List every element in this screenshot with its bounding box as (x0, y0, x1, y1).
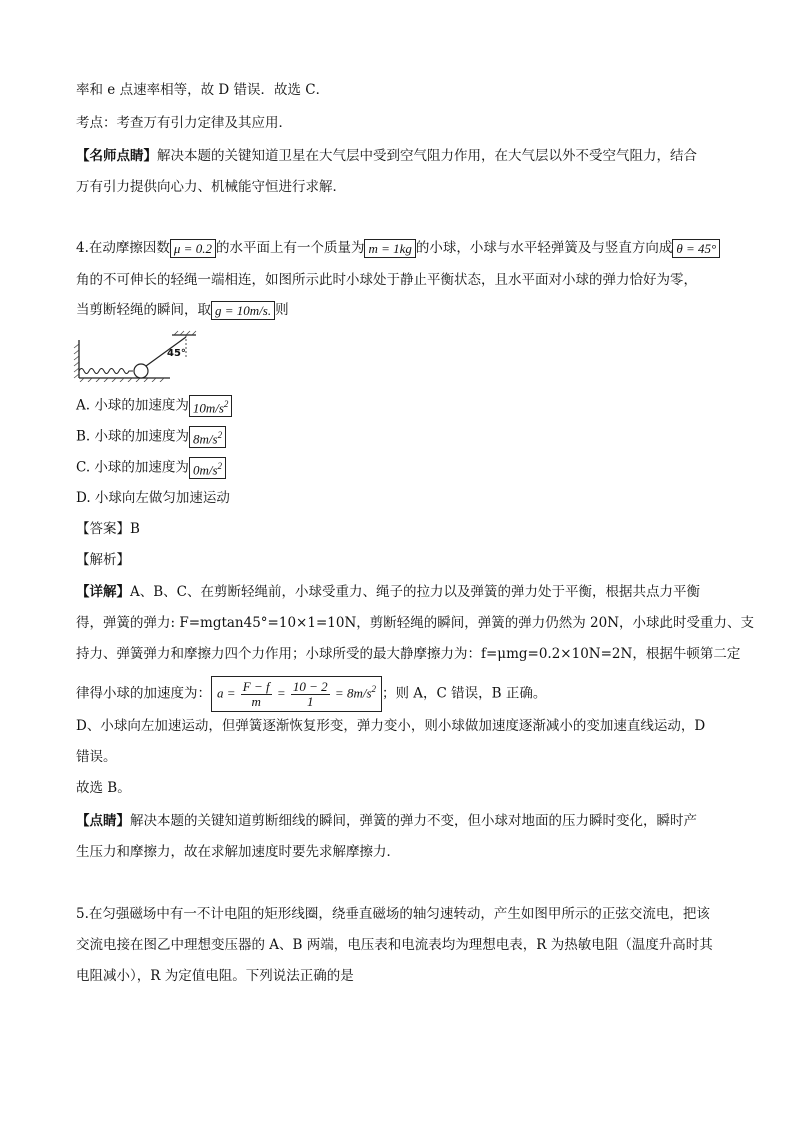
answer: 【答案】B (76, 521, 140, 537)
detail-line-formula: 律得小球的加速度为： a = $\frac{F - f}{m}$ = $\frac{10 - 2}{1}$ = $8m/s^2$ ；则 A，C 错误，B 正确。 (76, 676, 546, 712)
option-c[interactable]: C. 小球的加速度为 $0m/s^2$ (76, 457, 226, 479)
q5-line-2: 交流电接在图乙中理想变压器的 A、B 两端，电压表和电流表均为理想电表，R 为热敏电阻（温度升高时其 (76, 937, 713, 953)
text-line: 【名师点睛】解决本题的关键知道卫星在大气层中受到空气阻力作用，在大气层以外不受空气阻力，结合 (76, 148, 697, 164)
g-formula: g = 10m/s. (211, 301, 275, 320)
text-line: 万有引力提供向心力、机械能守恒进行求解． (76, 179, 346, 195)
spring-ball-figure (70, 330, 200, 382)
note-line: 【点睛】解决本题的关键知道剪断细线的瞬间，弹簧的弹力不变，但小球对地面的压力瞬时变化，瞬时产 (76, 813, 697, 829)
q4-line-3: 当剪断轻绳的瞬间，取 g = 10m/s. 则 (76, 302, 289, 318)
q5-line-1: 5.在匀强磁场中有一不计电阻的矩形线圈，绕垂直磁场的轴匀速转动，产生如图甲所示的正弦交流电，把该 (76, 906, 710, 922)
text-line: 率和 e 点速率相等，故 D 错误．故选 C． (76, 82, 330, 98)
analysis-heading: 【解析】 (76, 552, 130, 568)
note-line: 生压力和摩擦力，故在求解加速度时要先求解摩擦力． (76, 844, 400, 860)
ball (134, 364, 148, 378)
spring (79, 369, 133, 374)
mu-formula: μ = 0.2 (170, 239, 216, 258)
detail-line: 错误。 (76, 749, 117, 765)
detail-line: 故选 B。 (76, 780, 131, 796)
text-line: 考点：考查万有引力定律及其应用． (76, 115, 292, 131)
angle-label: 45° (167, 348, 186, 359)
q4-line-1: 4.在动摩擦因数 μ = 0.2 的水平面上有一个质量为 m = 1kg 的小球，小球与水平轻弹簧及与竖直方向成 θ = 45° (76, 238, 720, 258)
q5-line-3: 电阻减小），R 为定值电阻。下列说法正确的是 (76, 968, 354, 984)
option-a[interactable]: A. 小球的加速度为 $10m/s^2$ (76, 395, 232, 417)
detail-line: 【详解】A、B、C、在剪断轻绳前，小球受重力、绳子的拉力以及弹簧的弹力处于平衡，根据共点力平衡 (76, 584, 700, 600)
mass-formula: m = 1kg (364, 239, 415, 258)
option-b[interactable]: B. 小球的加速度为 $8m/s^2$ (76, 426, 226, 448)
detail-line: 得，弹簧的弹力: F=mgtan45°=10×1=10N，剪断轻绳的瞬间，弹簧的弹力仍然为 20N，小球此时受重力、支 (76, 615, 755, 631)
q4-line-2: 角的不可伸长的轻绳一端相连，如图所示此时小球处于静止平衡状态，且水平面对小球的弹力恰好为零， (76, 272, 697, 288)
acceleration-formula: a = $\frac{F - f}{m}$ = $\frac{10 - 2}{1}$ = $8m/s^2$ (211, 676, 382, 712)
theta-formula: θ = 45° (672, 239, 720, 258)
detail-line: 持力、弹簧弹力和摩擦力四个力作用；小球所受的最大静摩擦力为：f=μmg=0.2×10N=2N，根据牛顿第二定 (76, 646, 741, 662)
option-d[interactable]: D. 小球向左做匀加速运动 (76, 490, 230, 506)
detail-line: D、小球向左加速运动，但弹簧逐渐恢复形变，弹力变小，则小球做加速度逐渐减小的变加速直线运动，D (76, 718, 706, 734)
